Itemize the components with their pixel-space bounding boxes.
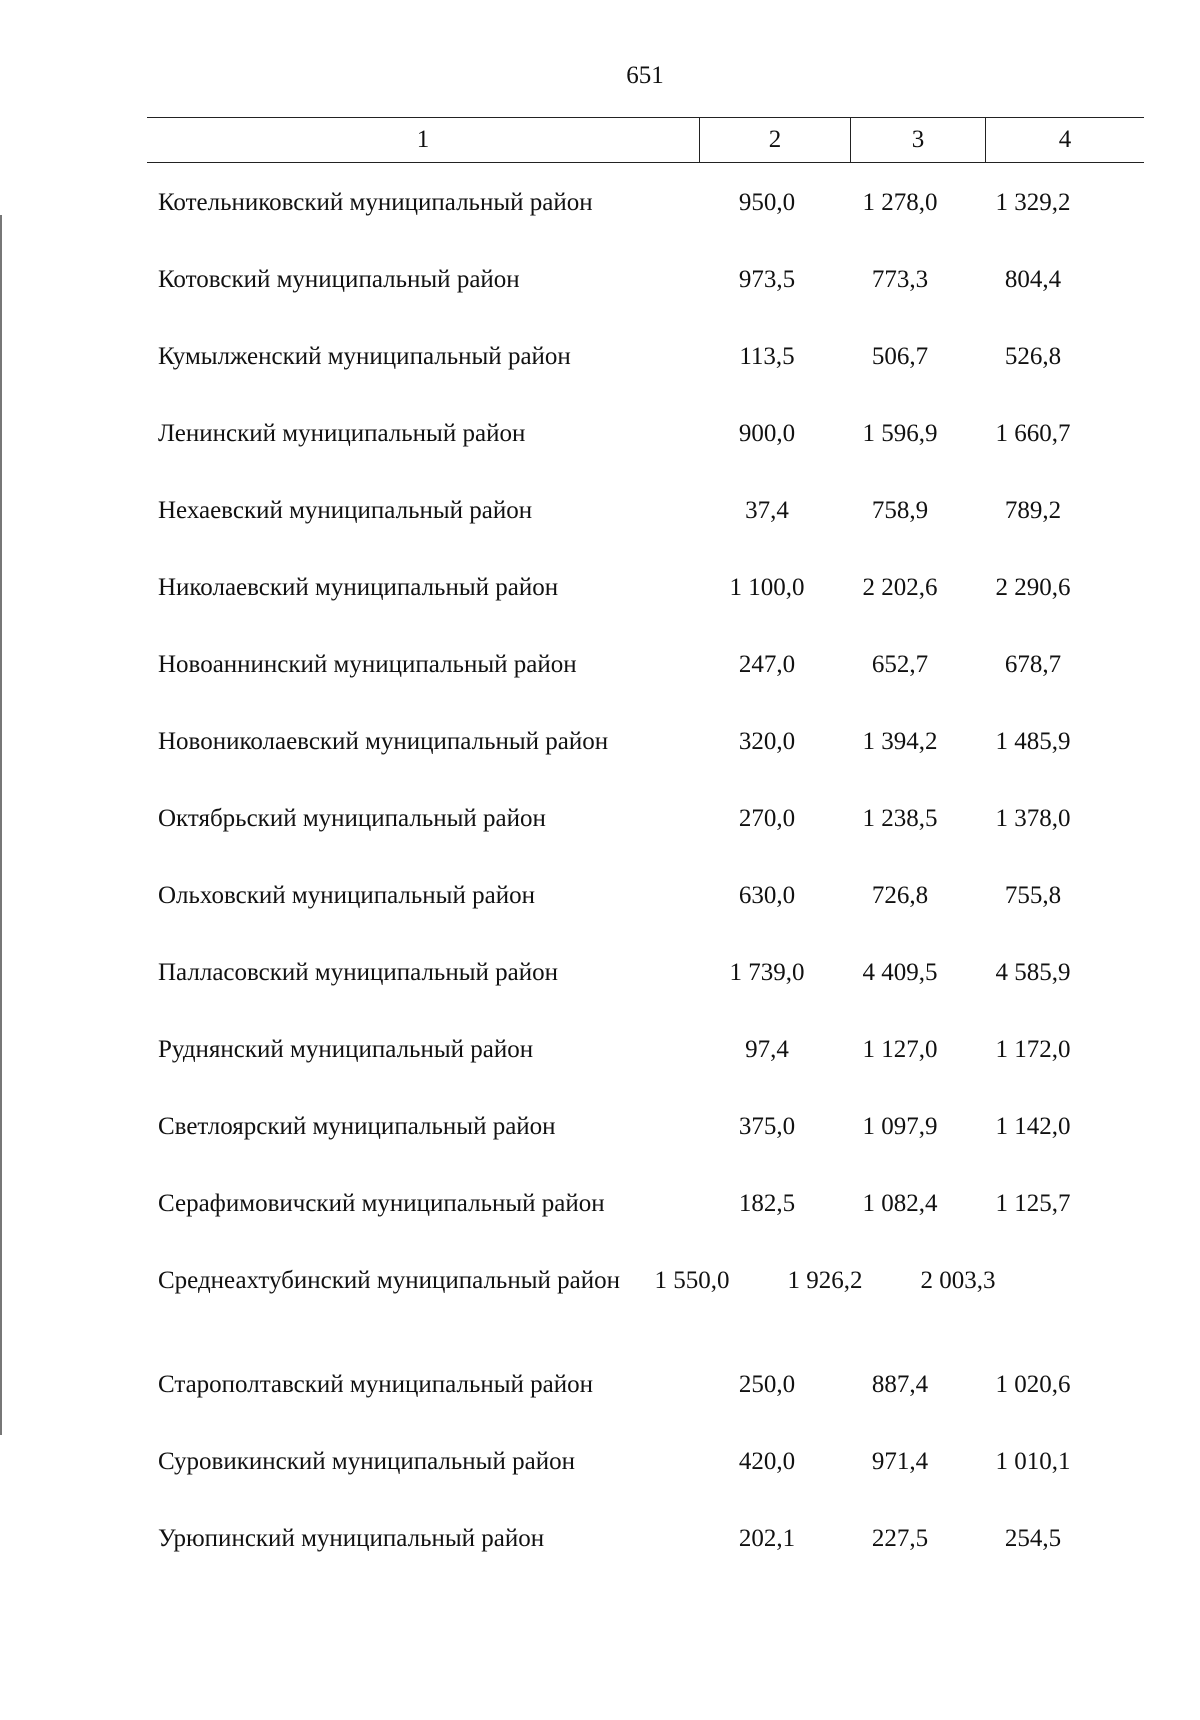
page-number: 651 [626,62,664,89]
table-row [158,945,1138,1022]
value-col-4: 1 378,0 [995,805,1071,832]
table-row [158,1357,1138,1434]
value-col-3: 1 127,0 [862,1036,938,1063]
value-col-4: 678,7 [1004,651,1062,678]
value-col-2: 375,0 [738,1113,796,1140]
value-col-4: 1 485,9 [995,728,1071,755]
value-col-3: 1 596,9 [862,420,938,447]
district-name: Ленинский муниципальный район [158,420,526,447]
value-col-4: 2 003,3 [920,1267,996,1294]
district-name: Суровикинский муниципальный район [158,1448,575,1475]
table-row [158,483,1138,560]
table-row [158,329,1138,406]
value-col-3: 971,4 [871,1448,929,1475]
scan-edge-line [0,215,2,1435]
value-col-2: 1 739,0 [729,959,805,986]
value-col-4: 789,2 [1004,497,1062,524]
district-name: Светлоярский муниципальный район [158,1113,556,1140]
header-col-3: 3 [851,118,986,162]
table-row [158,1511,1138,1588]
value-col-3: 652,7 [871,651,929,678]
value-col-2: 97,4 [745,1036,789,1063]
value-col-4: 1 660,7 [995,420,1071,447]
table-row [158,1176,1138,1253]
table-row [158,1022,1138,1099]
value-col-3: 227,5 [871,1525,929,1552]
value-col-2: 320,0 [738,728,796,755]
district-name: Среднеахтубинский муниципальный район [158,1267,620,1294]
table-row [158,175,1138,252]
value-col-3: 1 082,4 [862,1190,938,1217]
value-col-4: 254,5 [1004,1525,1062,1552]
table-row [158,637,1138,714]
value-col-4: 526,8 [1004,343,1062,370]
value-col-2: 630,0 [738,882,796,909]
value-col-3: 887,4 [871,1371,929,1398]
district-name: Кумылженский муниципальный район [158,343,571,370]
table-row [158,406,1138,483]
table-row [158,714,1138,791]
value-col-3: 1 394,2 [862,728,938,755]
value-col-2: 202,1 [738,1525,796,1552]
value-col-2: 113,5 [739,343,795,370]
district-name: Николаевский муниципальный район [158,574,559,601]
value-col-4: 4 585,9 [995,959,1071,986]
value-col-2: 37,4 [745,497,789,524]
value-col-3: 2 202,6 [862,574,938,601]
value-col-2: 900,0 [738,420,796,447]
district-name: Новоаннинский муниципальный район [158,651,577,678]
value-col-2: 950,0 [738,189,796,216]
table-row [158,1099,1138,1176]
value-col-3: 758,9 [871,497,929,524]
value-col-3: 726,8 [871,882,929,909]
header-col-2: 2 [700,118,851,162]
district-name: Ольховский муниципальный район [158,882,535,909]
value-col-3: 1 238,5 [862,805,938,832]
district-name: Палласовский муниципальный район [158,959,558,986]
value-col-4: 1 020,6 [995,1371,1071,1398]
value-col-4: 804,4 [1004,266,1062,293]
value-col-4: 1 125,7 [995,1190,1071,1217]
district-name: Нехаевский муниципальный район [158,497,533,524]
district-name: Котельниковский муниципальный район [158,189,593,216]
district-name: Котовский муниципальный район [158,266,520,293]
value-col-3: 1 278,0 [862,189,938,216]
value-col-2: 250,0 [738,1371,796,1398]
value-col-2: 420,0 [738,1448,796,1475]
value-col-3: 773,3 [871,266,929,293]
value-col-4: 755,8 [1004,882,1062,909]
header-col-1: 1 [147,118,700,162]
table-row [158,252,1138,329]
table-row [158,560,1138,637]
table-row [158,1253,1138,1357]
district-name: Новониколаевский муниципальный район [158,728,609,755]
value-col-4: 1 172,0 [995,1036,1071,1063]
table-row [158,1434,1138,1511]
header-col-4: 4 [1058,126,1072,153]
table-row [158,791,1138,868]
value-col-3: 4 409,5 [862,959,938,986]
value-col-3: 1 926,2 [787,1267,863,1294]
table-header [147,117,1144,163]
value-col-4: 1 329,2 [995,189,1071,216]
value-col-4: 2 290,6 [995,574,1071,601]
value-col-2: 182,5 [738,1190,796,1217]
value-col-3: 506,7 [871,343,929,370]
value-col-2: 247,0 [738,651,796,678]
table-body [158,175,1138,1588]
value-col-3: 1 097,9 [862,1113,938,1140]
district-name: Руднянский муниципальный район [158,1036,534,1063]
value-col-2: 973,5 [738,266,796,293]
district-name: Урюпинский муниципальный район [158,1525,545,1552]
value-col-4: 1 010,1 [995,1448,1071,1475]
district-name: Серафимовичский муниципальный район [158,1190,605,1217]
district-name: Старополтавский муниципальный район [158,1371,593,1398]
value-col-2: 1 550,0 [654,1267,730,1294]
value-col-2: 270,0 [738,805,796,832]
value-col-2: 1 100,0 [729,574,805,601]
table-row [158,868,1138,945]
value-col-4: 1 142,0 [995,1113,1071,1140]
district-name: Октябрьский муниципальный район [158,805,546,832]
